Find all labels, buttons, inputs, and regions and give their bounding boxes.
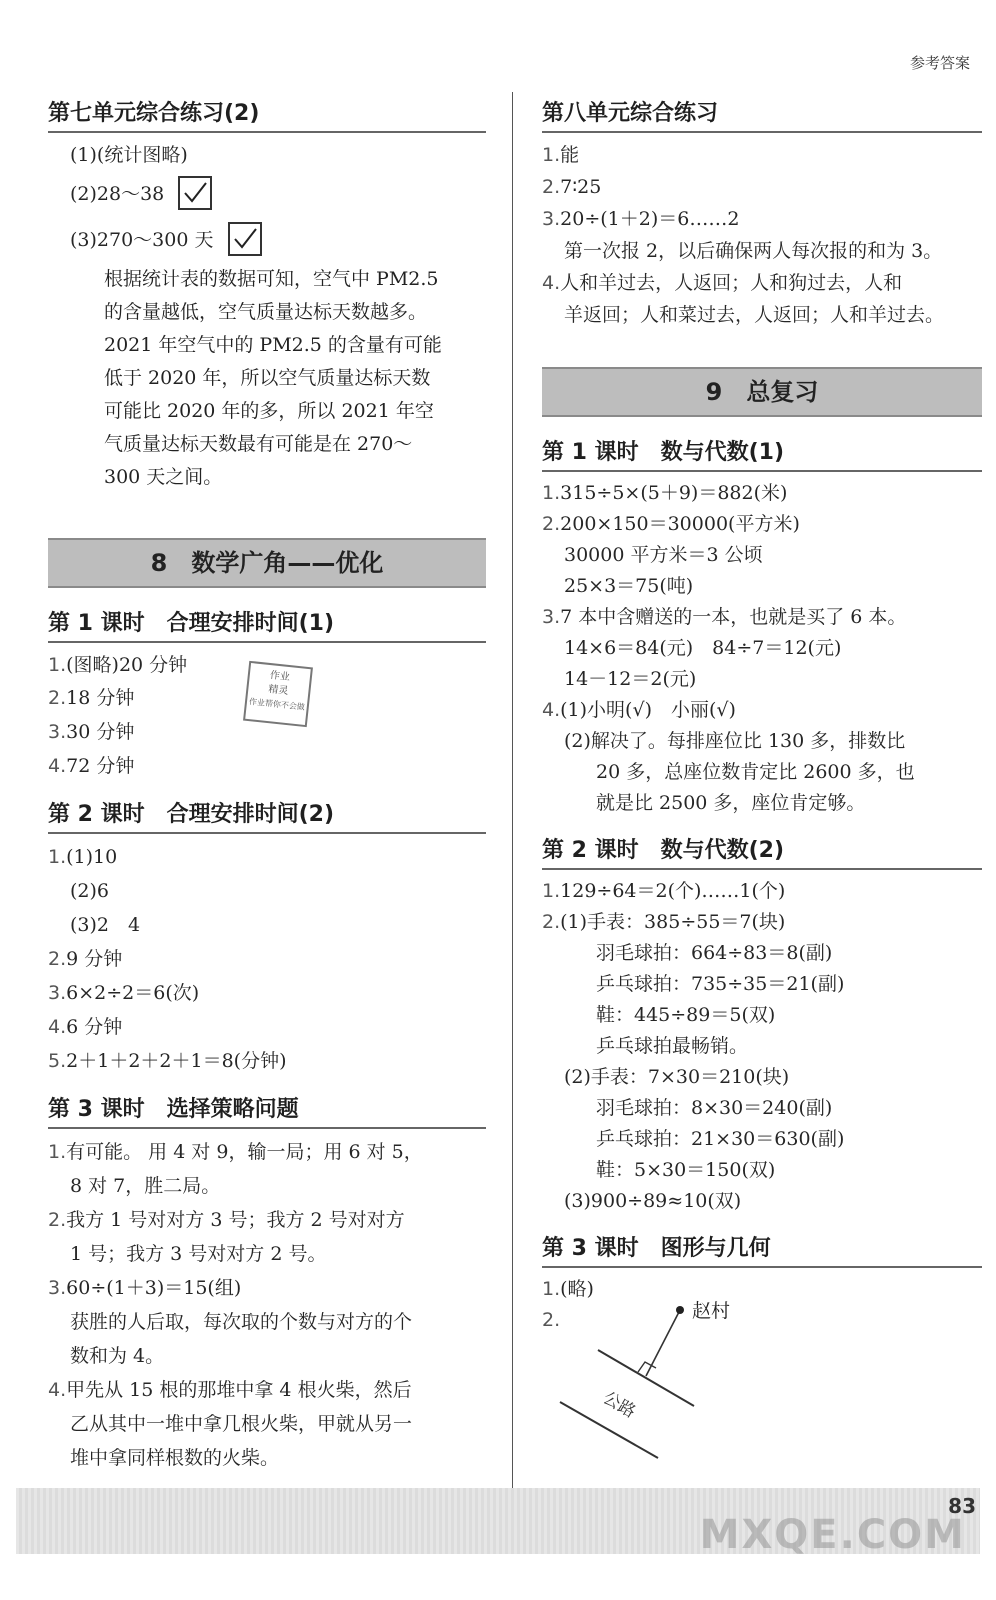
list-item: (2)6: [70, 880, 110, 902]
list-item: 乒乓球拍最畅销。: [596, 1035, 749, 1057]
right-lesson1-title: 第 1 课时 数与代数(1): [542, 429, 982, 472]
list-item: 1.(略): [542, 1278, 594, 1300]
list-item: 8 对 7，胜二局。: [70, 1175, 221, 1197]
list-item: 1.(1)10: [48, 846, 118, 868]
check-mark-icon: [228, 222, 262, 256]
list-item: 4.(1)小明(√) 小丽(√): [542, 699, 736, 721]
list-item: 1.129÷64＝2(个)……1(个): [542, 880, 786, 902]
list-item: 3.6×2÷2＝6(次): [48, 982, 200, 1004]
list-item: 2.: [542, 1309, 561, 1331]
list-item: 羊返回；人和菜过去，人返回；人和羊过去。: [564, 304, 945, 326]
unit7-line-3-text: (3)270～300 天: [70, 229, 214, 251]
road-village-diagram: [542, 1290, 742, 1470]
list-item: 1 号；我方 3 号对对方 2 号。: [70, 1243, 327, 1265]
list-item: 2.18 分钟: [48, 687, 135, 709]
column-divider: [512, 92, 513, 1494]
list-item: 25×3＝75(吨): [564, 575, 694, 597]
left-lesson2-title: 第 2 课时 合理安排时间(2): [48, 791, 486, 834]
list-item: 2.200×150＝30000(平方米): [542, 513, 800, 535]
list-item: 堆中拿同样根数的火柴。: [70, 1447, 280, 1469]
list-item: (3)2 4: [70, 914, 141, 936]
list-item: 3.30 分钟: [48, 721, 135, 743]
para-line: 的含量越低，空气质量达标天数越多。: [104, 301, 428, 323]
stamp-mark: 作业 精灵 作业帮你不会做: [243, 661, 313, 727]
right-lesson3-title: 第 3 课时 图形与几何: [542, 1225, 982, 1268]
list-item: 乒乓球拍：21×30＝630(副): [596, 1128, 845, 1150]
list-item: 1.能: [542, 144, 580, 166]
village-label: 赵村: [692, 1300, 731, 1322]
list-item: 乒乓球拍：735÷35＝21(副): [596, 973, 845, 995]
page-number: 83: [948, 1494, 976, 1518]
list-item: (2)解决了。每排座位比 130 多，排数比: [564, 730, 906, 752]
village-point: [676, 1306, 684, 1314]
para-line: 可能比 2020 年的多，所以 2021 年空: [104, 400, 434, 422]
para-line: 300 天之间。: [104, 466, 223, 488]
right-column: [542, 90, 982, 1336]
list-item: 3.7 本中含赠送的一本，也就是买了 6 本。: [542, 606, 907, 628]
list-item: 5.2＋1＋2＋2＋1＝8(分钟): [48, 1050, 287, 1072]
list-item: 就是比 2500 多，座位肯定够。: [596, 792, 866, 814]
para-line: 2021 年空气中的 PM2.5 的含量有可能: [104, 334, 442, 356]
list-item: 获胜的人后取，每次取的个数与对方的个: [70, 1311, 413, 1333]
unit7-paragraph: [48, 263, 486, 494]
chapter9-banner: 9 总复习: [542, 367, 982, 417]
list-item: (3)900÷89≈10(双): [564, 1190, 742, 1212]
list-item: 第一次报 2，以后确保两人每次报的和为 3。: [564, 240, 943, 262]
list-item: 3.60÷(1＋3)＝15(组): [48, 1277, 242, 1299]
list-item: 4.人和羊过去，人返回；人和狗过去，人和: [542, 272, 903, 294]
list-item: 2.我方 1 号对对方 3 号；我方 2 号对对方: [48, 1209, 405, 1231]
list-item: 1.有可能。 用 4 对 9，输一局；用 6 对 5，: [48, 1141, 423, 1163]
left-lesson1-title: 第 1 课时 合理安排时间(1): [48, 600, 486, 643]
list-item: 14×6＝84(元) 84÷7＝12(元): [564, 637, 842, 659]
list-item: 1.(图略)20 分钟: [48, 654, 188, 676]
para-line: 气质量达标天数最有可能是在 270～: [104, 433, 413, 455]
unit7-title: 第七单元综合练习(2): [48, 90, 486, 133]
list-item: 3.20÷(1＋2)＝6……2: [542, 208, 740, 230]
left-lesson3-title: 第 3 课时 选择策略问题: [48, 1086, 486, 1129]
right-lesson2-title: 第 2 课时 数与代数(2): [542, 827, 982, 870]
unit7-line-2: [48, 171, 486, 217]
list-item: 2.(1)手表：385÷55＝7(块): [542, 911, 786, 933]
list-item: 乙从其中一堆中拿几根火柴，甲就从另一: [70, 1413, 413, 1435]
para-line: 根据统计表的数据可知，空气中 PM2.5: [104, 268, 439, 290]
list-item: 14－12＝2(元): [564, 668, 697, 690]
road-label: 公路: [599, 1388, 639, 1423]
unit7-line-2-text: (2)28～38: [70, 183, 165, 205]
list-item: 30000 平方米＝3 公顷: [564, 544, 763, 566]
list-item: 鞋：445÷89＝5(双): [596, 1004, 776, 1026]
list-item: 2.9 分钟: [48, 948, 123, 970]
list-item: 4.72 分钟: [48, 755, 135, 777]
watermark: MXQE.COM: [699, 1512, 966, 1558]
list-item: 羽毛球拍：8×30＝240(副): [596, 1097, 833, 1119]
list-item: 2.7∶25: [542, 176, 602, 198]
header-label: 参考答案: [909, 54, 970, 72]
unit7-line-1: (1)(统计图略): [70, 144, 188, 166]
left-column: [48, 90, 486, 1475]
list-item: (2)手表：7×30＝210(块): [564, 1066, 790, 1088]
para-line: 低于 2020 年，所以空气质量达标天数: [104, 367, 431, 389]
list-item: 4.6 分钟: [48, 1016, 123, 1038]
list-item: 1.315÷5×(5＋9)＝882(米): [542, 482, 788, 504]
list-item: 数和为 4。: [70, 1345, 165, 1367]
check-mark-icon: [178, 176, 212, 210]
unit7-line-3: [48, 217, 486, 263]
list-item: 4.甲先从 15 根的那堆中拿 4 根火柴，然后: [48, 1379, 412, 1401]
list-item: 20 多，总座位数肯定比 2600 多，也: [596, 761, 915, 783]
list-item: 羽毛球拍：664÷83＝8(副): [596, 942, 833, 964]
unit8-title: 第八单元综合练习: [542, 90, 982, 133]
chapter8-banner: 8 数学广角——优化: [48, 538, 486, 588]
list-item: 鞋：5×30＝150(双): [596, 1159, 776, 1181]
